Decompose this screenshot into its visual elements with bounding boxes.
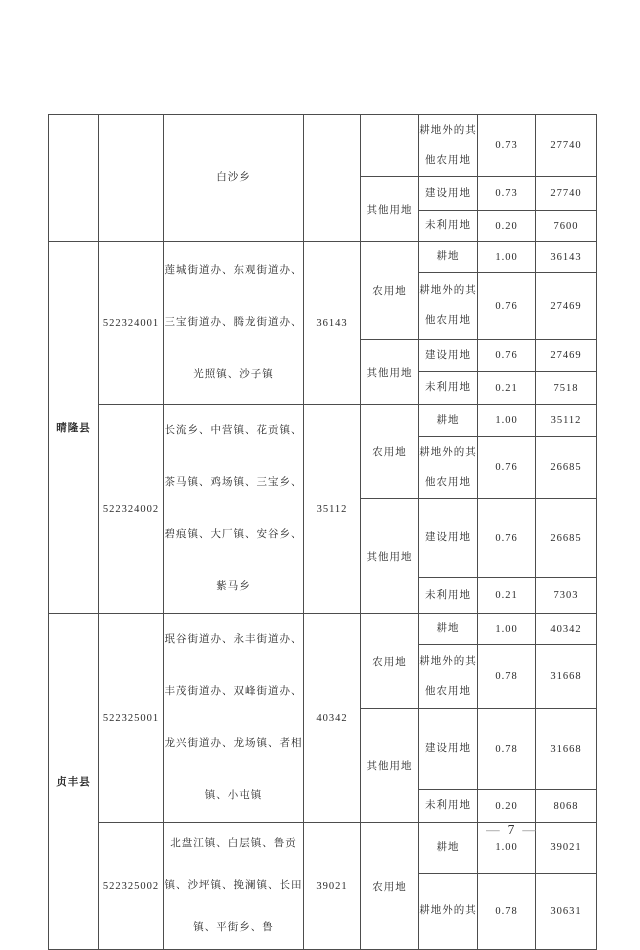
area-value-cell: 26685 (536, 437, 597, 499)
coefficient-cell: 0.76 (478, 273, 536, 340)
towns-cell: 长流乡、中营镇、花贡镇、茶马镇、鸡场镇、三宝乡、碧痕镇、大厂镇、安谷乡、紫马乡 (164, 405, 304, 614)
area-value-cell: 7600 (536, 211, 597, 242)
county-cell: 晴隆县 (49, 242, 99, 614)
coefficient-cell: 0.78 (478, 645, 536, 709)
region-code-cell: 522325002 (99, 823, 164, 950)
area-value-cell: 27469 (536, 273, 597, 340)
land-subcategory-cell: 未利用地 (419, 578, 478, 614)
region-code-cell: 522325001 (99, 614, 164, 823)
land-subcategory-cell: 建设用地 (419, 340, 478, 372)
coefficient-cell: 0.76 (478, 340, 536, 372)
land-category-cell: 农用地 (361, 242, 419, 340)
coefficient-cell: 1.00 (478, 614, 536, 645)
land-category-cell: 其他用地 (361, 177, 419, 242)
area-value-cell: 7518 (536, 372, 597, 405)
total-area-cell: 35112 (304, 405, 361, 614)
area-value-cell: 27740 (536, 115, 597, 177)
area-value-cell: 8068 (536, 790, 597, 823)
region-code-cell (99, 115, 164, 242)
county-cell (49, 115, 99, 242)
total-area-cell: 39021 (304, 823, 361, 950)
land-category-cell: 农用地 (361, 823, 419, 950)
area-value-cell: 30631 (536, 873, 597, 949)
area-value-cell: 7303 (536, 578, 597, 614)
area-value-cell: 26685 (536, 499, 597, 578)
land-subcategory-cell: 耕地外的其他农用地 (419, 273, 478, 340)
land-subcategory-cell: 耕地外的其他农用地 (419, 437, 478, 499)
land-category-cell: 其他用地 (361, 499, 419, 614)
area-value-cell: 27469 (536, 340, 597, 372)
area-value-cell: 27740 (536, 177, 597, 211)
land-category-cell: 其他用地 (361, 340, 419, 405)
coefficient-cell: 1.00 (478, 823, 536, 874)
area-value-cell: 35112 (536, 405, 597, 437)
total-area-cell (304, 115, 361, 242)
page-number-value: 7 (507, 822, 517, 837)
land-subcategory-cell: 未利用地 (419, 372, 478, 405)
coefficient-cell: 0.73 (478, 115, 536, 177)
land-subcategory-cell: 耕地外的其他农用地 (419, 115, 478, 177)
total-area-cell: 40342 (304, 614, 361, 823)
coefficient-cell: 0.20 (478, 211, 536, 242)
page-number-dash-right: — (522, 822, 538, 837)
coefficient-cell: 0.78 (478, 709, 536, 790)
towns-cell: 北盘江镇、白层镇、鲁贡镇、沙坪镇、挽澜镇、长田镇、平街乡、鲁 (164, 823, 304, 950)
total-area-cell: 36143 (304, 242, 361, 405)
coefficient-cell: 0.76 (478, 437, 536, 499)
land-subcategory-cell: 耕地 (419, 823, 478, 874)
land-category-cell: 其他用地 (361, 709, 419, 823)
area-value-cell: 36143 (536, 242, 597, 273)
area-value-cell: 40342 (536, 614, 597, 645)
land-subcategory-cell: 建设用地 (419, 709, 478, 790)
region-code-cell: 522324002 (99, 405, 164, 614)
land-subcategory-cell: 耕地 (419, 242, 478, 273)
land-category-cell: 农用地 (361, 405, 419, 499)
land-subcategory-cell: 耕地外的其 (419, 873, 478, 949)
county-cell: 贞丰县 (49, 614, 99, 950)
area-value-cell: 31668 (536, 709, 597, 790)
region-code-cell: 522324001 (99, 242, 164, 405)
land-subcategory-cell: 耕地 (419, 405, 478, 437)
coefficient-cell: 0.78 (478, 873, 536, 949)
coefficient-cell: 0.21 (478, 578, 536, 614)
towns-cell: 珉谷街道办、永丰街道办、丰茂街道办、双峰街道办、龙兴街道办、龙场镇、者相镇、小屯镇 (164, 614, 304, 823)
land-subcategory-cell: 建设用地 (419, 177, 478, 211)
area-value-cell: 39021 (536, 823, 597, 874)
towns-cell: 莲城街道办、东观街道办、三宝街道办、腾龙街道办、光照镇、沙子镇 (164, 242, 304, 405)
land-subcategory-cell: 耕地 (419, 614, 478, 645)
land-subcategory-cell: 未利用地 (419, 790, 478, 823)
coefficient-cell: 0.20 (478, 790, 536, 823)
towns-cell: 白沙乡 (164, 115, 304, 242)
land-subcategory-cell: 未利用地 (419, 211, 478, 242)
land-category-cell (361, 115, 419, 177)
coefficient-cell: 0.21 (478, 372, 536, 405)
land-subcategory-cell: 耕地外的其他农用地 (419, 645, 478, 709)
coefficient-cell: 0.76 (478, 499, 536, 578)
land-subcategory-cell: 建设用地 (419, 499, 478, 578)
coefficient-cell: 1.00 (478, 405, 536, 437)
page-number (462, 822, 562, 838)
area-value-cell: 31668 (536, 645, 597, 709)
page-number-dash-left: — (486, 822, 502, 837)
coefficient-cell: 0.73 (478, 177, 536, 211)
coefficient-cell: 1.00 (478, 242, 536, 273)
land-category-cell: 农用地 (361, 614, 419, 709)
